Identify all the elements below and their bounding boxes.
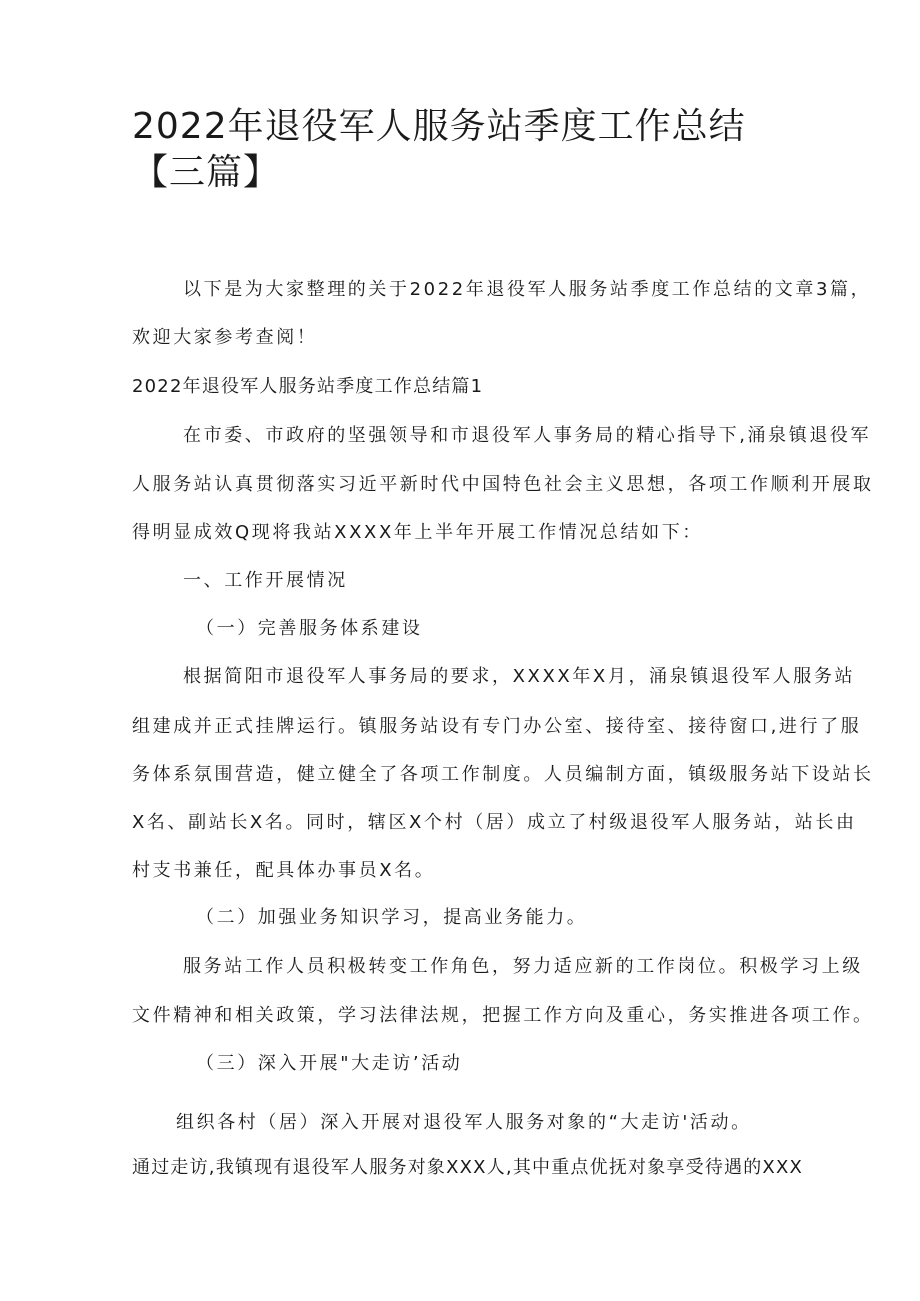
paragraph-line: 根据简阳市退役军人事务局的要求，XXXX年X月，涌泉镇退役军人服务站 <box>183 666 856 687</box>
paragraph-line: 组织各村（居）深入开展对退役军人服务对象的“大走访'活动。 <box>176 1112 752 1133</box>
paragraph-line: 得明显成效Q现将我站XXXX年上半年开展工作情况总结如下： <box>132 522 703 543</box>
paragraph-line: 人服务站认真贯彻落实习近平新时代中国特色社会主义思想，各项工作顺利开展取 <box>132 474 874 495</box>
intro-line-2: 欢迎大家参考查阅！ <box>132 327 318 348</box>
paragraph-line: 通过走访,我镇现有退役军人服务对象XXX人,其中重点优抚对象享受待遇的XXX <box>132 1157 804 1178</box>
heading-work-status: 一、工作开展情况 <box>183 570 348 591</box>
paragraph-line: 组建成并正式挂牌运行。镇服务站设有专门办公室、接待室、接待窗口,进行了服 <box>132 716 862 737</box>
paragraph-line: 村支书兼任，配具体办事员X名。 <box>132 860 436 881</box>
intro-line-1: 以下是为大家整理的关于2022年退役军人服务站季度工作总结的文章3篇， <box>183 279 872 300</box>
subheading-service-system: （一）完善服务体系建设 <box>196 618 423 639</box>
paragraph-line: 服务站工作人员积极转变工作角色，努力适应新的工作岗位。积极学习上级 <box>183 956 863 977</box>
section-heading-part-1: 2022年退役军人服务站季度工作总结篇1 <box>132 376 484 397</box>
paragraph-line: X名、副站长X名。同时，辖区X个村（居）成立了村级退役军人服务站，站长由 <box>132 812 857 833</box>
paragraph-line: 务体系氛围营造，健立健全了各项工作制度。人员编制方面，镇级服务站下设站长 <box>132 764 874 785</box>
paragraph-line: 文件精神和相关政策，学习法律法规，把握工作方向及重心，务实推进各项工作。 <box>132 1005 874 1026</box>
subheading-grand-visit: （三）深入开展"大走访’活动 <box>196 1053 463 1074</box>
paragraph-line: 在市委、市政府的坚强领导和市退役军人事务局的精心指导下,涌泉镇退役军 <box>183 425 872 446</box>
subheading-business-learning: （二）加强业务知识学习，提高业务能力。 <box>196 907 588 928</box>
document-title: 2022年退役军人服务站季度工作总结【三篇】 <box>132 106 746 193</box>
